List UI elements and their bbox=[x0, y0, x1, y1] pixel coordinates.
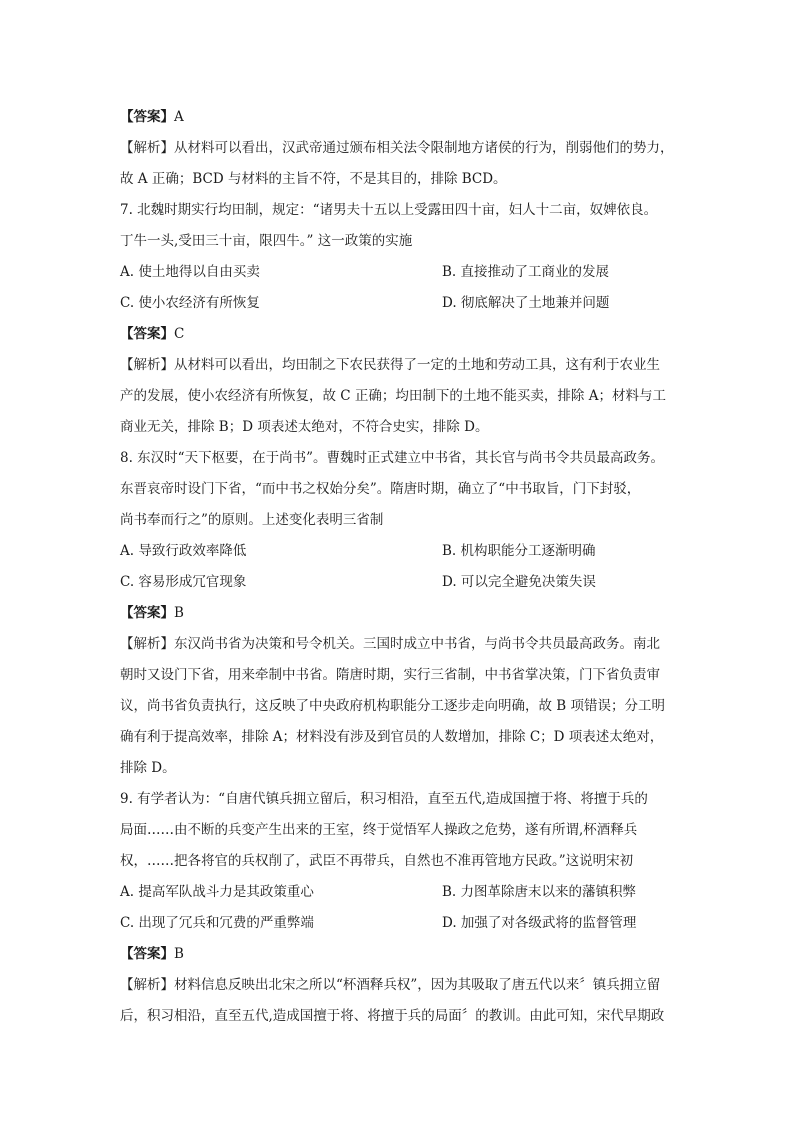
text-line bbox=[120, 381, 680, 412]
line-text: B bbox=[174, 946, 184, 962]
text-line bbox=[120, 474, 680, 505]
text-line bbox=[120, 753, 680, 784]
line-text: 商业无关，排除 B；D 项表述太绝对，不符合史实，排除 D。 bbox=[120, 419, 489, 435]
line-text: 故 A 正确；BCD 与材料的主旨不符，不是其目的，排除 BCD。 bbox=[120, 171, 507, 187]
options-row bbox=[120, 288, 680, 319]
line-text: C bbox=[174, 326, 185, 342]
text-line bbox=[120, 505, 680, 536]
analysis-line bbox=[120, 350, 680, 381]
answer-line bbox=[120, 102, 680, 133]
analysis-tag: 【解析】 bbox=[120, 357, 174, 373]
option-left: C. 容易形成冗官现象 bbox=[120, 574, 247, 590]
text-line bbox=[120, 815, 680, 846]
analysis-line bbox=[120, 970, 680, 1001]
answer-tag: 【答案】 bbox=[120, 326, 174, 342]
text-line bbox=[120, 226, 680, 257]
text-line bbox=[120, 412, 680, 443]
line-text: 排除 D。 bbox=[120, 760, 176, 776]
answer-line bbox=[120, 939, 680, 970]
option-right: D. 彻底解决了土地兼并问题 bbox=[442, 295, 610, 311]
line-text: A bbox=[174, 109, 184, 125]
answer-line bbox=[120, 319, 680, 350]
line-text: 东晋哀帝时设门下省，“而中书之权始分矣”。隋唐时期，确立了“中书取旨，门下封驳， bbox=[120, 481, 641, 497]
line-text: 产的发展，使小农经济有所恢复，故 C 正确；均田制下的土地不能买卖，排除 A；材料与工 bbox=[120, 388, 666, 404]
line-text: 后，积习相沿，直至五代,造成国擅于将、将擅于兵的局面〞的教训。由此可知，宋代早期政 bbox=[120, 1008, 665, 1024]
line-text: 9. 有学者认为：“自唐代镇兵拥立留后，积习相沿，直至五代,造成国擅于将、将擅于兵的 bbox=[120, 791, 648, 807]
option-right: B. 机构职能分工逐渐明确 bbox=[442, 543, 596, 559]
analysis-tag: 【解析】 bbox=[120, 636, 174, 652]
document-body bbox=[120, 102, 680, 1032]
line-text: 权，……把各将官的兵权削了，武臣不再带兵，自然也不准再管地方民政。”这说明宋初 bbox=[120, 853, 634, 869]
text-line bbox=[120, 195, 680, 226]
line-text: 议，尚书省负责执行，这反映了中央政府机构职能分工逐步走向明确，故 B 项错误；分工明 bbox=[120, 698, 666, 714]
text-line bbox=[120, 722, 680, 753]
options-row bbox=[120, 567, 680, 598]
text-line bbox=[120, 660, 680, 691]
option-right: D. 加强了对各级武将的监督管理 bbox=[442, 915, 637, 931]
line-text: 8. 东汉时“天下枢要，在于尚书”。曹魏时正式建立中书省，其长官与尚书令共员最高政务。 bbox=[120, 450, 664, 466]
option-left: A. 使土地得以自由买卖 bbox=[120, 264, 260, 280]
answer-line bbox=[120, 598, 680, 629]
option-left: A. 提高军队战斗力是其政策重心 bbox=[120, 884, 314, 900]
answer-tag: 【答案】 bbox=[120, 946, 174, 962]
line-text: 东汉尚书省为决策和号令机关。三国时成立中书省，与尚书令共员最高政务。南北 bbox=[174, 636, 660, 652]
text-line bbox=[120, 1001, 680, 1032]
line-text: 从材料可以看出，汉武帝通过颁布相关法令限制地方诸侯的行为，削弱他们的势力， bbox=[174, 140, 674, 156]
options-row bbox=[120, 908, 680, 939]
line-text: 确有利于提高效率，排除 A；材料没有涉及到官员的人数增加，排除 C；D 项表述太绝对， bbox=[120, 729, 664, 745]
option-left: C. 出现了冗兵和冗费的严重弊端 bbox=[120, 915, 314, 931]
line-text: 材料信息反映出北宋之所以“杯酒释兵权”，因为其吸取了唐五代以来〞镇兵拥立留 bbox=[174, 977, 661, 993]
text-line bbox=[120, 691, 680, 722]
answer-tag: 【答案】 bbox=[120, 109, 174, 125]
line-text: 丁牛一头,受田三十亩，限四牛。” 这一政策的实施 bbox=[120, 233, 413, 249]
text-line bbox=[120, 443, 680, 474]
line-text: 局面……由不断的兵变产生出来的王室，终于觉悟军人操政之危势，遂有所谓,杯酒释兵 bbox=[120, 822, 638, 838]
analysis-line bbox=[120, 629, 680, 660]
option-right: B. 力图革除唐末以来的藩镇积弊 bbox=[442, 884, 637, 900]
analysis-line bbox=[120, 133, 680, 164]
line-text: B bbox=[174, 605, 184, 621]
analysis-tag: 【解析】 bbox=[120, 140, 174, 156]
option-left: A. 导致行政效率降低 bbox=[120, 543, 247, 559]
text-line bbox=[120, 846, 680, 877]
options-row bbox=[120, 257, 680, 288]
line-text: 从材料可以看出，均田制之下农民获得了一定的土地和劳动工具，这有利于农业生 bbox=[174, 357, 660, 373]
line-text: 朝时又设门下省，用来牵制中书省。隋唐时期，实行三省制，中书省掌决策，门下省负责审 bbox=[120, 667, 660, 683]
answer-tag: 【答案】 bbox=[120, 605, 174, 621]
option-right: D. 可以完全避免决策失误 bbox=[442, 574, 596, 590]
option-left: C. 使小农经济有所恢复 bbox=[120, 295, 260, 311]
line-text: 7. 北魏时期实行均田制，规定：“诸男夫十五以上受露田四十亩，妇人十二亩，奴婢依良。 bbox=[120, 202, 658, 218]
line-text: 尚书奉而行之”的原则。上述变化表明三省制 bbox=[120, 512, 384, 528]
options-row bbox=[120, 877, 680, 908]
options-row bbox=[120, 536, 680, 567]
text-line bbox=[120, 164, 680, 195]
option-right: B. 直接推动了工商业的发展 bbox=[442, 264, 610, 280]
analysis-tag: 【解析】 bbox=[120, 977, 174, 993]
text-line bbox=[120, 784, 680, 815]
